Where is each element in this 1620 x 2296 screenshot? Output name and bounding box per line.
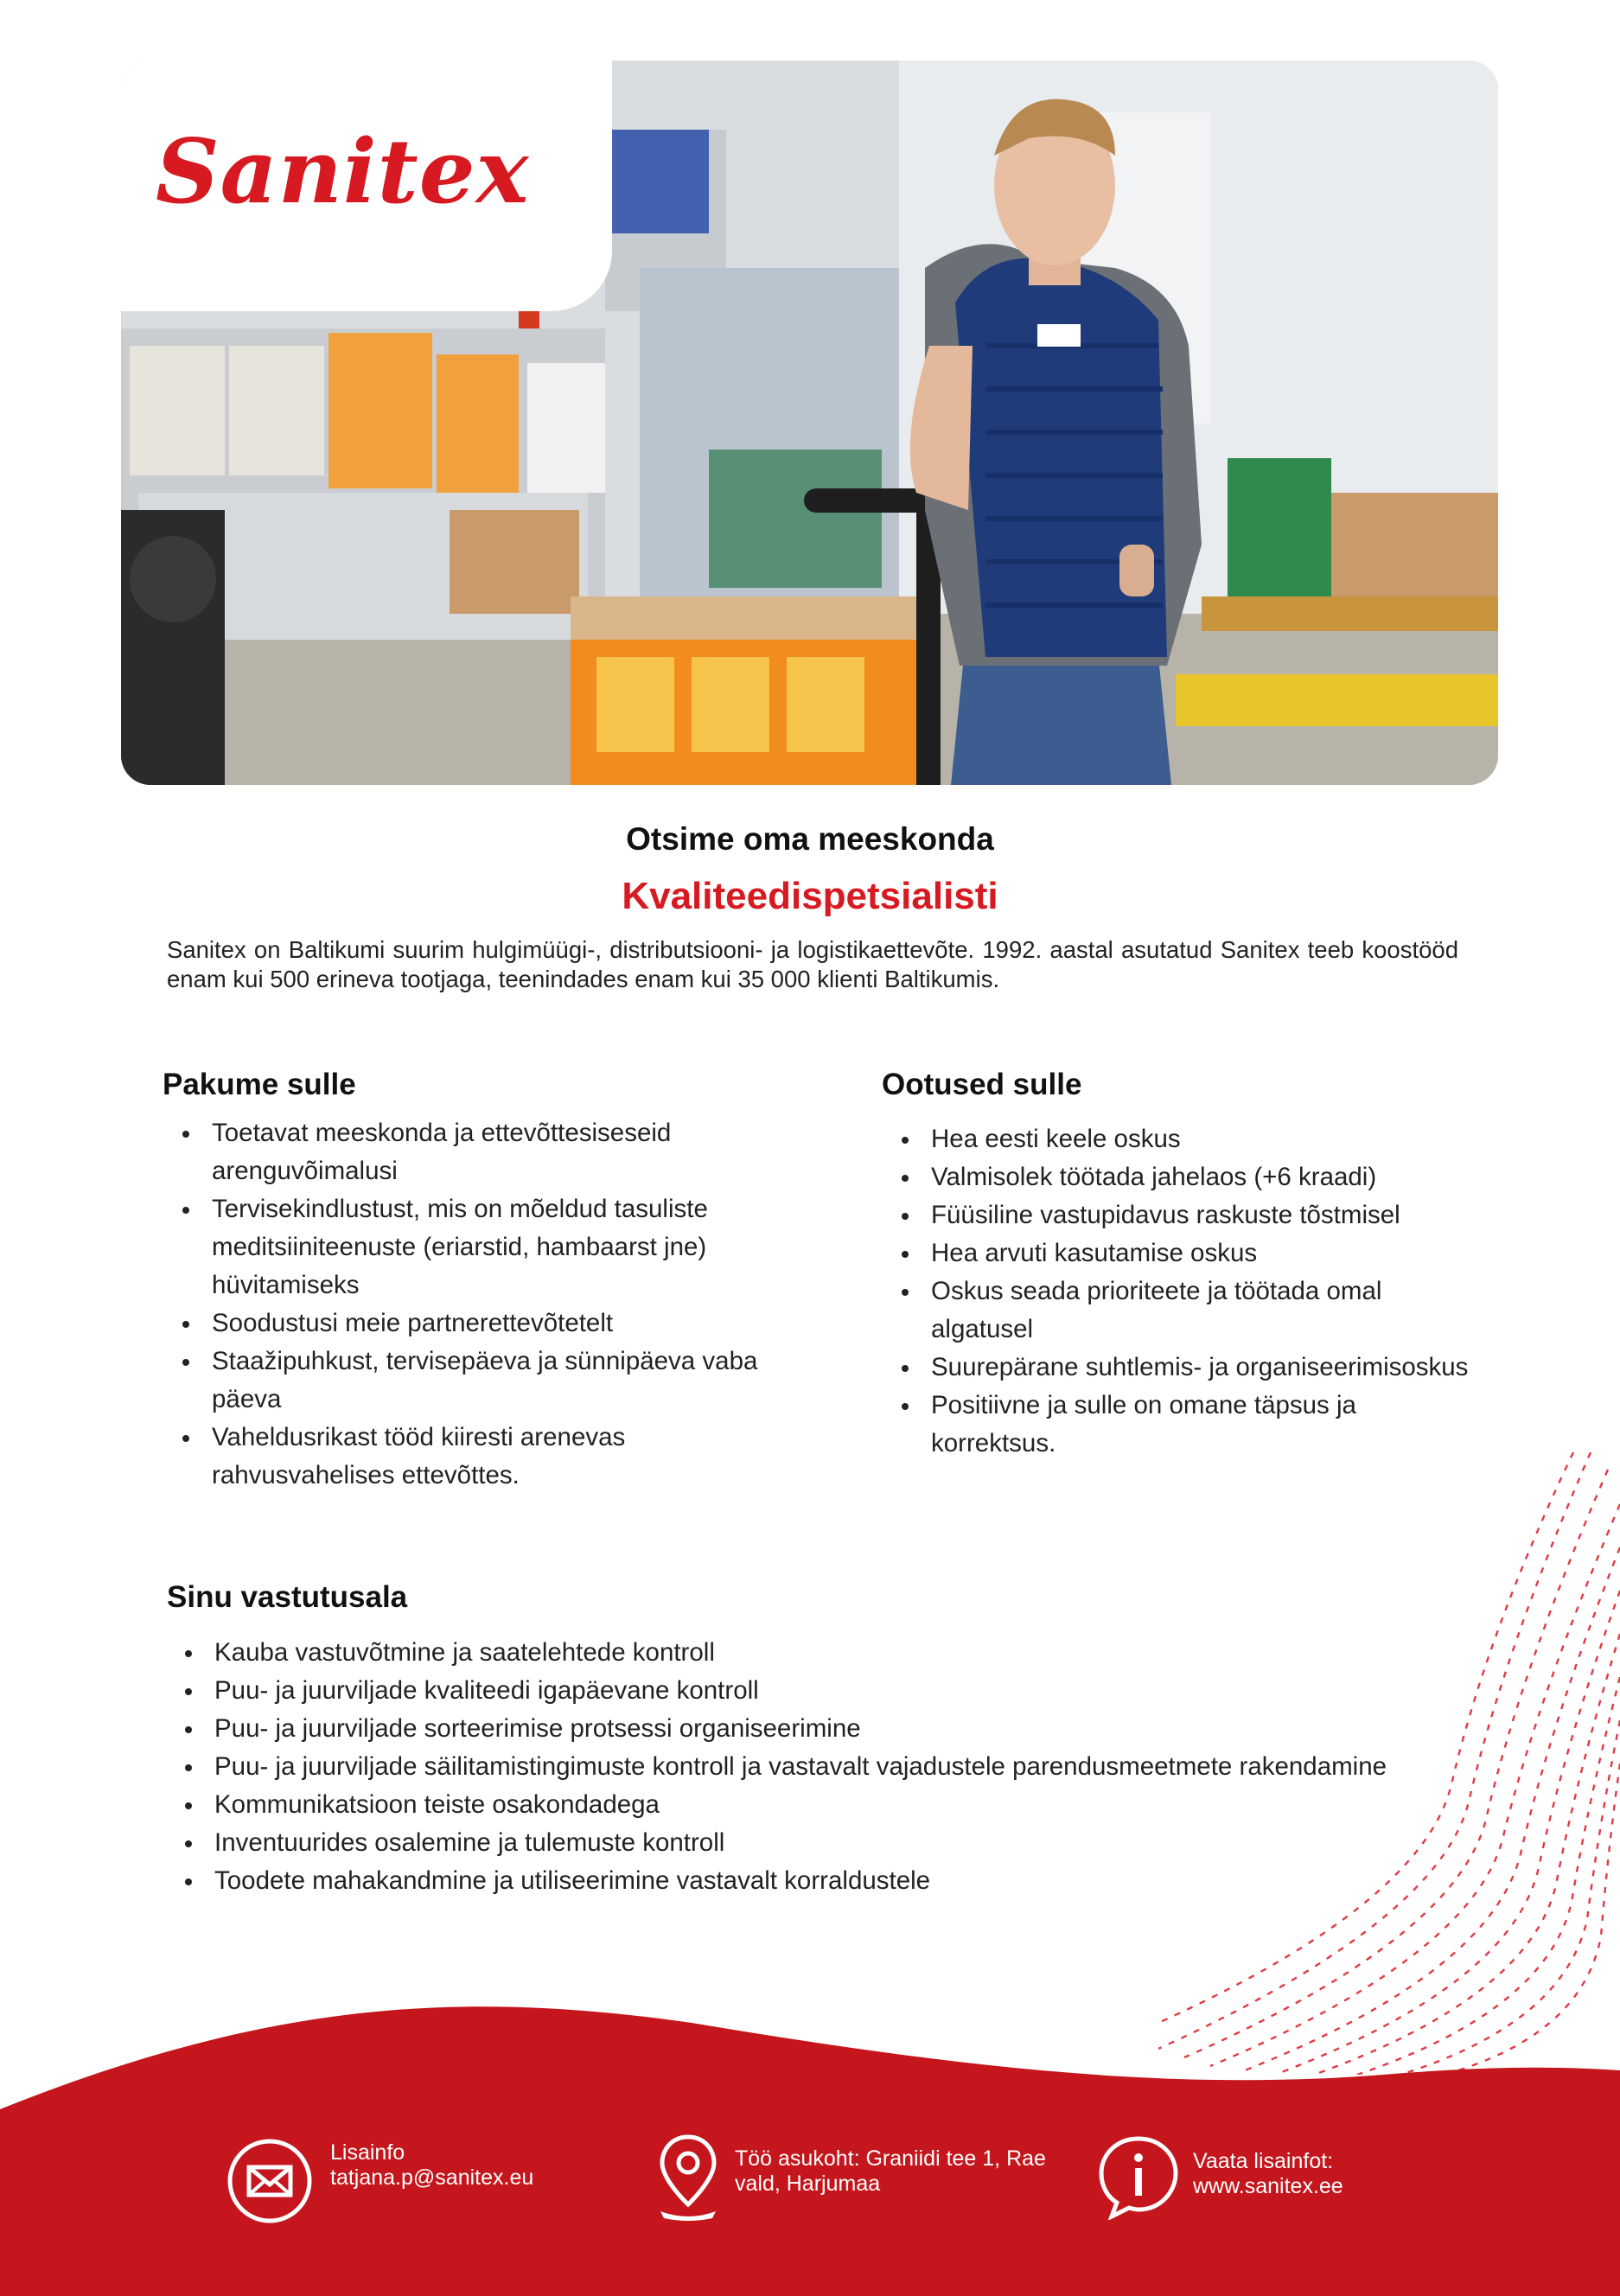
- location-pin-icon: [655, 2132, 721, 2222]
- responsibility-list: [169, 1634, 1414, 1900]
- responsibility-item: Puu- ja juurviljade säilitamistingimuste kontroll ja vastavalt vajadustele parendusmeetmete rakendamine: [169, 1748, 1414, 1786]
- offer-item: Vaheldusrikast tööd kiiresti arenevas rahvusvahelises ettevõttes.: [167, 1419, 789, 1495]
- expectation-item: Füüsiline vastupidavus raskuste tõstmisel: [886, 1196, 1474, 1234]
- contact-email[interactable]: tatjana.p@sanitex.eu: [330, 2165, 534, 2190]
- footer: [0, 1971, 1620, 2296]
- expectation-item: Hea arvuti kasutamise oskus: [886, 1234, 1474, 1272]
- offer-item: Tervisekindlustust, mis on mõeldud tasuliste meditsiiniteenuste (eriarstid, hambaarst jne) hüvitamiseks: [167, 1190, 789, 1304]
- hero-photo: [121, 61, 1498, 785]
- expectation-item: Suurepärane suhtlemis- ja organiseerimisoskus: [886, 1349, 1474, 1387]
- expectations-list: [886, 1120, 1474, 1463]
- expectations-title: Ootused sulle: [882, 1068, 1082, 1101]
- expectation-item: Oskus seada prioriteete ja töötada omal algatusel: [886, 1272, 1474, 1349]
- contact-label: Lisainfo: [330, 2140, 405, 2165]
- expectation-item: Valmisolek töötada jahelaos (+6 kraadi): [886, 1158, 1474, 1196]
- location-line-1: Töö asukoht: Graniidi tee 1, Rae: [735, 2146, 1046, 2171]
- company-description: Sanitex on Baltikumi suurim hulgimüügi-, distributsiooni- ja logistikaettevõte. 1992. aastal asutatud Sanitex teeb koostööd enam kui 500 erineva tootjaga, teenindades enam kui 35 000 klienti Baltikumis.: [167, 936, 1458, 992]
- location-line-2: vald, Harjumaa: [735, 2172, 881, 2196]
- job-title: Kvaliteedispetsialisti: [622, 875, 998, 917]
- responsibility-title: Sinu vastutusala: [167, 1580, 408, 1614]
- responsibility-item: Puu- ja juurviljade kvaliteedi igapäevane kontroll: [169, 1672, 1414, 1710]
- responsibility-item: Kommunikatsioon teiste osakondadega: [169, 1786, 1414, 1824]
- info-icon: [1096, 2133, 1181, 2220]
- logo-card: [121, 61, 612, 311]
- expectation-item: Positiivne ja sulle on omane täpsus ja korrektsus.: [886, 1387, 1474, 1463]
- expectation-item: Hea eesti keele oskus: [886, 1120, 1474, 1158]
- responsibility-item: Puu- ja juurviljade sorteerimise protsessi organiseerimine: [169, 1710, 1414, 1748]
- responsibility-item: Kauba vastuvõtmine ja saatelehtede kontroll: [169, 1634, 1414, 1672]
- responsibility-item: Toodete mahakandmine ja utiliseerimine vastavalt korraldustele: [169, 1862, 1414, 1900]
- footer-wave: [0, 1971, 1620, 2296]
- sanitex-logo: Sanitex: [156, 120, 530, 224]
- offer-item: Toetavat meeskonda ja ettevõttesiseseid arenguvõimalusi: [167, 1114, 789, 1190]
- offer-item: Staažipuhkust, tervisepäeva ja sünnipäeva vaba päeva: [167, 1343, 789, 1419]
- envelope-icon: [226, 2138, 313, 2224]
- offer-title: Pakume sulle: [163, 1068, 356, 1101]
- offer-item: Soodustusi meie partnerettevõtetelt: [167, 1304, 789, 1343]
- responsibility-item: Inventuurides osalemine ja tulemuste kontroll: [169, 1824, 1414, 1862]
- website-link[interactable]: www.sanitex.ee: [1193, 2174, 1343, 2198]
- intro-title: Otsime oma meeskonda: [626, 821, 994, 857]
- info-label: Vaata lisainfot:: [1193, 2149, 1334, 2173]
- offer-list: [167, 1114, 789, 1495]
